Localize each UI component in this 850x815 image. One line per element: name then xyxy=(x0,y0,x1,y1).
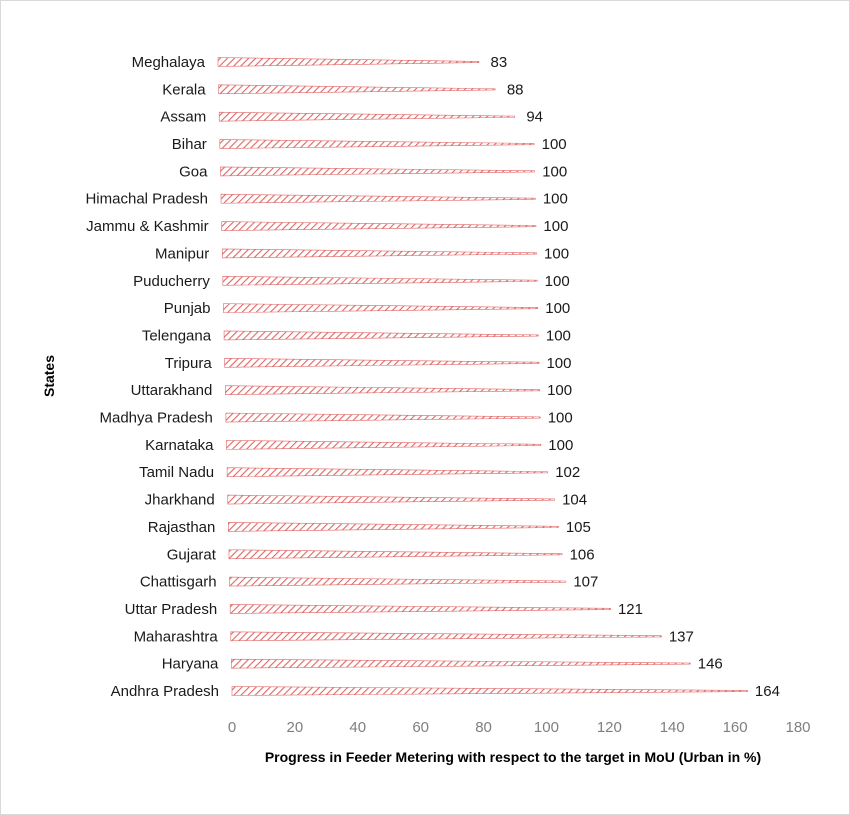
bar xyxy=(227,468,548,477)
category-label: Punjab xyxy=(163,300,211,318)
data-label: 137 xyxy=(668,628,694,646)
category-label: Uttarakhand xyxy=(130,382,213,400)
category-label: Maharashtra xyxy=(133,628,218,646)
category-label: Telengana xyxy=(141,327,212,345)
bar xyxy=(227,440,541,449)
x-tick-label: 20 xyxy=(286,719,304,736)
category-label: Manipur xyxy=(155,245,210,263)
bar xyxy=(220,167,534,176)
data-label: 106 xyxy=(569,546,595,564)
data-label: 100 xyxy=(547,382,573,400)
category-label: Rajasthan xyxy=(147,518,216,536)
category-label: Haryana xyxy=(161,655,219,673)
category-label: Karnataka xyxy=(145,436,214,454)
bar xyxy=(230,604,610,613)
data-label: 104 xyxy=(562,491,588,509)
data-label: 94 xyxy=(526,108,544,126)
data-label: 100 xyxy=(544,272,570,290)
x-tick-label: 160 xyxy=(722,719,748,736)
data-label: 100 xyxy=(545,327,571,345)
category-label: Jammu & Kashmir xyxy=(86,218,209,236)
category-label: Kerala xyxy=(162,81,206,99)
x-tick-label: 120 xyxy=(596,719,622,736)
x-tick-label: 0 xyxy=(227,719,237,736)
bar xyxy=(221,194,535,203)
data-label: 100 xyxy=(548,436,574,454)
bar xyxy=(225,358,539,367)
data-label: 88 xyxy=(506,81,524,99)
x-tick-label: 80 xyxy=(475,719,492,736)
data-label: 107 xyxy=(573,573,599,591)
category-label: Uttar Pradesh xyxy=(124,600,218,618)
bar xyxy=(223,304,537,313)
bar xyxy=(226,413,540,422)
bar xyxy=(219,85,496,94)
data-label: 100 xyxy=(545,300,571,318)
x-tick-label: 40 xyxy=(349,719,367,736)
bar xyxy=(228,522,558,531)
category-label: Puducherry xyxy=(133,272,210,290)
bar xyxy=(225,386,539,395)
bar xyxy=(222,249,536,258)
x-tick-label: 100 xyxy=(533,719,559,736)
category-label: Bihar xyxy=(171,136,207,154)
data-label: 100 xyxy=(542,190,568,208)
category-label: Jharkhand xyxy=(144,491,215,509)
data-label: 83 xyxy=(490,54,508,71)
category-label: Tripura xyxy=(164,354,212,372)
bar xyxy=(230,577,566,586)
x-tick-label: 140 xyxy=(659,719,685,736)
feeder-metering-bar-chart xyxy=(1,1,849,814)
data-label: 102 xyxy=(555,464,581,482)
x-tick-label: 180 xyxy=(785,719,811,736)
bar xyxy=(220,140,534,149)
bar xyxy=(231,659,690,668)
category-label: Madhya Pradesh xyxy=(99,409,213,427)
category-label: Himachal Pradesh xyxy=(85,190,209,208)
data-label: 100 xyxy=(543,218,569,236)
category-label: Gujarat xyxy=(166,546,216,564)
bar xyxy=(228,495,555,504)
bar xyxy=(219,112,514,121)
bar xyxy=(223,276,537,285)
data-label: 105 xyxy=(565,518,591,536)
bar xyxy=(231,632,662,641)
x-axis-ticks xyxy=(228,719,811,736)
category-label: Assam xyxy=(160,108,207,126)
data-label: 100 xyxy=(547,409,573,427)
category-labels xyxy=(85,54,219,700)
x-tick-label: 60 xyxy=(412,719,430,736)
category-label: Goa xyxy=(179,163,208,181)
data-label: 100 xyxy=(546,354,572,372)
bar xyxy=(224,331,538,340)
bar xyxy=(222,222,536,231)
data-label: 100 xyxy=(541,136,567,154)
bar xyxy=(232,687,747,696)
category-label: Chattisgarh xyxy=(139,573,217,591)
data-label: 164 xyxy=(754,683,780,700)
bar xyxy=(229,550,562,559)
category-label: Andhra Pradesh xyxy=(110,683,219,700)
data-labels xyxy=(491,54,780,700)
bars-group xyxy=(218,58,747,696)
category-label: Tamil Nadu xyxy=(139,464,215,482)
data-label: 100 xyxy=(542,163,568,181)
x-axis-title: Progress in Feeder Metering with respect to the target in MoU (Urban in %) xyxy=(264,749,762,765)
bar xyxy=(218,58,479,67)
data-label: 146 xyxy=(697,655,723,673)
data-label: 121 xyxy=(617,600,643,618)
y-axis-title: States xyxy=(41,354,57,398)
category-label: Meghalaya xyxy=(131,54,205,71)
data-label: 100 xyxy=(544,245,570,263)
